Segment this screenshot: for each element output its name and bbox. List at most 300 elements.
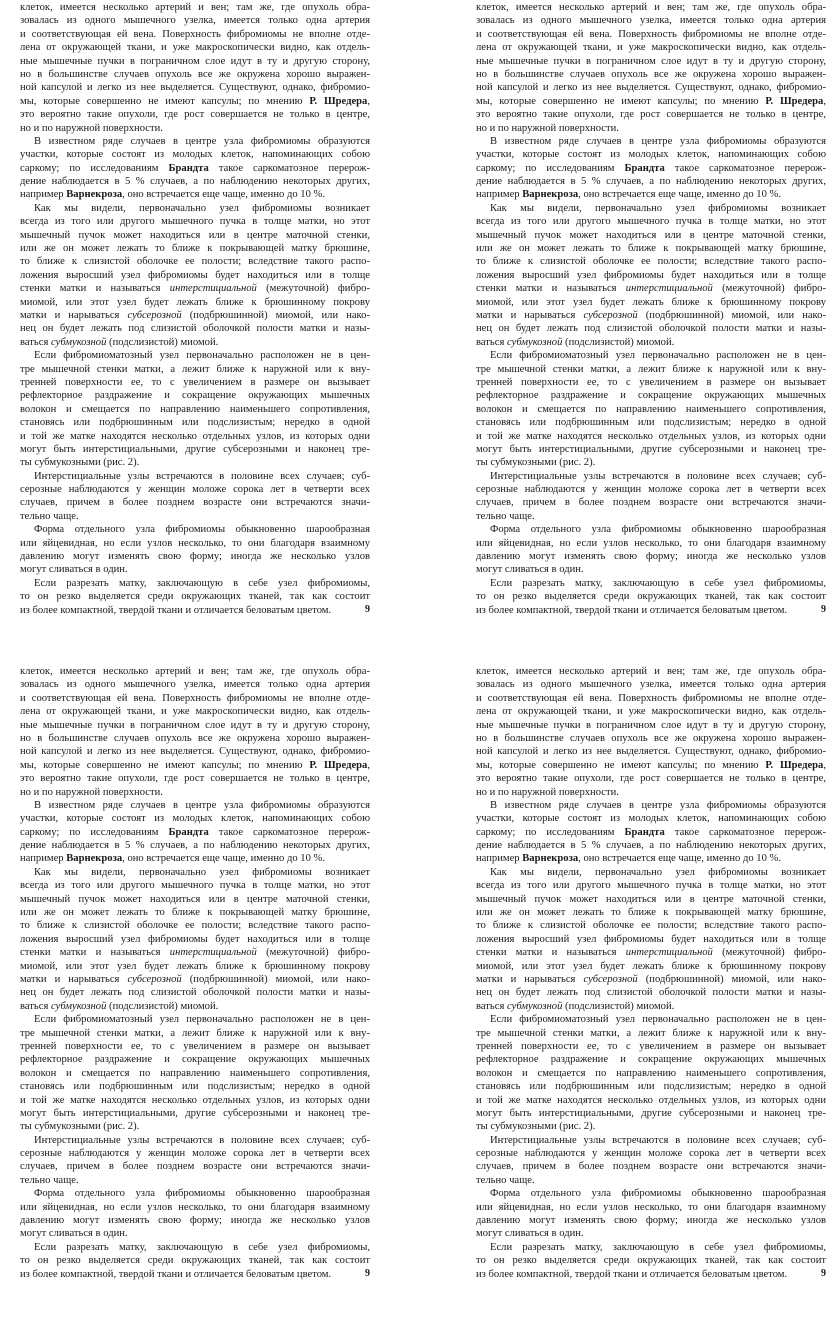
text-line — [476, 839, 826, 852]
text-line — [20, 309, 370, 322]
text-line — [20, 242, 370, 255]
text-run: миомой, или этот узел будет лежать ближе к брюшинному покрову — [20, 960, 370, 972]
text-run: , — [367, 95, 370, 107]
text-run: могут сливаться в один. — [476, 1228, 584, 1240]
text-run: серозные наблюдаются у женщин моложе сорока лет в четверти всех — [476, 1148, 826, 1160]
text-line — [20, 563, 370, 576]
text-line — [20, 188, 370, 201]
text-run: Если фибромиоматозный узел первоначально расположен не в цен- — [34, 1014, 370, 1026]
text-run: могут быть интерстициальными, другие субсерозными и наконец тре- — [476, 443, 826, 455]
text-line — [20, 705, 370, 718]
text-line — [20, 269, 370, 282]
text-line — [20, 537, 370, 550]
text-run: Интерстициальные узлы встречаются в половине всех случаев; суб- — [34, 1134, 370, 1146]
text-line — [476, 973, 826, 986]
text-run: Если разрезать матку, заключающую в себе узел фибромиомы, — [34, 577, 370, 589]
text-run: (подслизистой) миомой. — [106, 1000, 219, 1012]
text-run: тельно чаще. — [476, 1174, 535, 1186]
text-run: Интерстициальные узлы встречаются в половине всех случаев; суб- — [490, 470, 826, 482]
text-run: ваться — [20, 336, 51, 348]
text-run: мышечный пучок может находиться или в центре маточной стенки, — [476, 229, 826, 241]
text-line — [20, 1134, 370, 1147]
text-line — [476, 1227, 826, 1240]
text-line — [20, 296, 370, 309]
italic-term: субсерозной — [583, 973, 638, 985]
text-line — [476, 826, 826, 839]
text-line — [476, 470, 826, 483]
text-line — [476, 933, 826, 946]
text-line — [20, 1067, 370, 1080]
text-run: могут сливаться в один. — [20, 1228, 128, 1240]
text-run: стенки матки и называться — [476, 947, 626, 959]
text-line — [20, 852, 370, 865]
text-line — [20, 81, 370, 94]
text-line — [20, 772, 370, 785]
text-line — [20, 255, 370, 268]
text-run: участки, которые состоят из молодых клеток, напоминающих собою — [476, 813, 826, 825]
text-run: тельно чаще. — [20, 510, 79, 522]
body-text — [20, 1, 370, 617]
text-line — [20, 510, 370, 523]
text-line — [476, 510, 826, 523]
text-run: участки, которые состоят из молодых клеток, напоминающих собою — [20, 813, 370, 825]
text-line — [476, 322, 826, 335]
text-line — [20, 55, 370, 68]
text-run: ные мышечные пучки в пограничном слое идут в ту и другую сторону, — [476, 719, 826, 731]
text-run: миомой, или этот узел будет лежать ближе к брюшинному покрову — [476, 960, 826, 972]
text-run: ной капсулой и легко из нее выделяется. Существуют, однако, фибромио- — [20, 82, 370, 94]
text-run: (подслизистой) миомой. — [562, 1000, 675, 1012]
text-line — [20, 732, 370, 745]
text-run: мышечный пучок может находиться или в центре маточной стенки, — [20, 893, 370, 905]
text-line — [476, 705, 826, 718]
text-run: становясь или подбрюшинным или подслизистым; нередко в одной — [476, 417, 826, 429]
text-line — [476, 108, 826, 121]
text-run: давлению могут изменять свою форму; иногда же несколько узлов — [476, 1215, 826, 1227]
text-line — [476, 68, 826, 81]
text-line — [20, 893, 370, 906]
text-run: Если фибромиоматозный узел первоначально расположен не в цен- — [34, 350, 370, 362]
text-run: становясь или подбрюшинным или подслизистым; нередко в одной — [476, 1081, 826, 1093]
text-run: это вероятно такие опухоли, где рост совершается не только в центре, — [476, 773, 826, 785]
text-run: тренней поверхности ее, то с увеличением в размере он вызывает — [20, 1040, 370, 1052]
text-line — [476, 14, 826, 27]
text-run: и той же матке находятся несколько отдельных узлов, из которых одни — [20, 430, 370, 442]
text-run: серозные наблюдаются у женщин моложе сорока лет в четверти всех — [20, 484, 370, 496]
text-run: Как мы видели, первоначально узел фибромиомы возникает — [34, 866, 370, 878]
bold-name: Р. Шредера — [765, 95, 824, 107]
text-line — [476, 986, 826, 999]
text-line — [20, 470, 370, 483]
text-run: могут быть интерстициальными, другие субсерозными и наконец тре- — [476, 1107, 826, 1119]
text-line — [476, 416, 826, 429]
text-run: это вероятно такие опухоли, где рост совершается не только в центре, — [20, 109, 370, 121]
page-number: 9 — [821, 604, 826, 615]
text-run: нец он будет лежать под слизистой оболочкой полости матки и назы- — [476, 323, 826, 335]
text-line — [476, 1134, 826, 1147]
text-line — [476, 665, 826, 678]
text-line — [20, 799, 370, 812]
text-line — [20, 1241, 370, 1254]
text-run: ты субмукозными (рис. 2). — [20, 457, 140, 469]
text-run: зовалась из одного мышечного узелка, имеется только одна артерия — [20, 15, 370, 27]
text-line — [20, 376, 370, 389]
text-run: или яйцевидная, но если узлов несколько, то они благодаря взаимному — [476, 1201, 826, 1213]
text-run: , оно встречается еще чаще, именно до 10 %. — [578, 189, 782, 201]
text-run: матки и нарываться — [20, 309, 128, 321]
text-run: нец он будет лежать под слизистой оболочкой полости матки и назы- — [20, 987, 370, 999]
text-line — [20, 456, 370, 469]
text-run: из более компактной, твердой ткани и отличается беловатым цветом. — [476, 1268, 788, 1280]
text-run: или же он может лежать то ближе к покрывающей матку брюшине, — [20, 243, 370, 255]
text-line — [476, 188, 826, 201]
text-run: волокон и смещается по направлению наименьшего сопротивления, — [20, 1067, 370, 1079]
text-line — [20, 1040, 370, 1053]
text-line — [476, 1160, 826, 1173]
bold-name: Брандта — [624, 162, 665, 174]
text-run: но в большинстве случаев опухоль все же окружена хорошо выражен- — [20, 732, 370, 744]
text-line — [20, 14, 370, 27]
text-run: случаев, причем в более позднем возрасте они встречаются значи- — [476, 1161, 826, 1173]
text-run: саркому; по исследованиям — [20, 162, 169, 174]
bold-name: Брандта — [168, 162, 209, 174]
text-line — [476, 577, 826, 590]
text-line — [20, 678, 370, 691]
text-run: Форма отдельного узла фибромиомы обыкновенно шарообразная — [34, 524, 370, 536]
text-run: ты субмукозными (рис. 2). — [20, 1121, 140, 1133]
text-run: случаев, причем в более позднем возрасте они встречаются значи- — [476, 497, 826, 509]
bold-name: Варнекроза — [522, 853, 579, 865]
text-run: или яйцевидная, но если узлов несколько, то они благодаря взаимному — [20, 1201, 370, 1213]
text-line — [476, 604, 826, 617]
text-line — [476, 28, 826, 41]
text-line — [20, 919, 370, 932]
text-line — [20, 590, 370, 603]
italic-term: интерстициальной — [625, 283, 713, 295]
page-number: 9 — [821, 1268, 826, 1279]
text-run: ные мышечные пучки в пограничном слое идут в ту и другую сторону, — [476, 55, 826, 67]
text-run: В известном ряде случаев в центре узла фибромиомы образуются — [34, 799, 370, 811]
text-run: мышечный пучок может находиться или в центре маточной стенки, — [20, 229, 370, 241]
text-run: клеток, имеется несколько артерий и вен; там же, где опухоль обра- — [20, 666, 370, 677]
text-run: и соответствующая ей вена. Поверхность фибромиомы не вполне отде- — [476, 28, 826, 40]
bold-name: Варнекроза — [522, 189, 579, 201]
text-run: Форма отдельного узла фибромиомы обыкновенно шарообразная — [34, 1188, 370, 1200]
text-run: ной капсулой и легко из нее выделяется. Существуют, однако, фибромио- — [476, 746, 826, 758]
text-run: (подслизистой) миомой. — [562, 336, 675, 348]
italic-term: субмукозной — [506, 1000, 563, 1012]
text-line — [20, 202, 370, 215]
text-line — [476, 1027, 826, 1040]
text-run: стенки матки и называться — [476, 283, 626, 295]
text-line — [476, 960, 826, 973]
text-run: всегда из того или другого мышечного пучка в толще матки, но этот — [20, 880, 370, 892]
text-run: то ближе к слизистой оболочке ее полости; вследствие такого распо- — [20, 256, 370, 268]
text-line — [20, 692, 370, 705]
text-run: Интерстициальные узлы встречаются в половине всех случаев; суб- — [34, 470, 370, 482]
text-run: волокон и смещается по направлению наименьшего сопротивления, — [20, 403, 370, 415]
text-line — [20, 1027, 370, 1040]
text-run: например — [20, 853, 67, 865]
text-line — [476, 55, 826, 68]
text-line — [20, 1227, 370, 1240]
text-run: Если разрезать матку, заключающую в себе узел фибромиомы, — [490, 577, 826, 589]
page-top-left — [0, 0, 380, 640]
text-line — [476, 1000, 826, 1013]
text-run: стенки матки и называться — [20, 283, 170, 295]
text-run: (подслизистой) миомой. — [106, 336, 219, 348]
text-line — [20, 282, 370, 295]
text-run: лена от окружающей ткани, и уже макроскопически видно, как отдель- — [476, 42, 826, 54]
text-run: саркому; по исследованиям — [476, 826, 625, 838]
text-line — [20, 1080, 370, 1093]
text-line — [476, 483, 826, 496]
text-line — [476, 732, 826, 745]
text-run: то ближе к слизистой оболочке ее полости; вследствие такого распо- — [476, 920, 826, 932]
text-line — [20, 719, 370, 732]
text-line — [476, 1174, 826, 1187]
text-run: (подбрюшинной) миомой, или нако- — [637, 973, 826, 985]
bold-name: Брандта — [168, 826, 209, 838]
text-line — [476, 745, 826, 758]
text-run: и соответствующая ей вена. Поверхность фибромиомы не вполне отде- — [20, 692, 370, 704]
text-run: тренней поверхности ее, то с увеличением в размере он вызывает — [476, 376, 826, 388]
text-line — [20, 1214, 370, 1227]
text-run: , — [367, 759, 370, 771]
text-line — [20, 550, 370, 563]
text-run: зовалась из одного мышечного узелка, имеется только одна артерия — [476, 679, 826, 691]
text-line — [20, 389, 370, 402]
text-run: Как мы видели, первоначально узел фибромиомы возникает — [34, 202, 370, 214]
text-line — [476, 1268, 826, 1281]
text-run: участки, которые состоят из молодых клеток, напоминающих собою — [20, 149, 370, 161]
text-run: такое саркоматозное перерож- — [664, 162, 826, 174]
text-run: тренней поверхности ее, то с увеличением в размере он вызывает — [20, 376, 370, 388]
text-run: такое саркоматозное перерож- — [208, 162, 370, 174]
text-line — [20, 135, 370, 148]
text-run: Форма отдельного узла фибромиомы обыкновенно шарообразная — [490, 1188, 826, 1200]
text-line — [476, 175, 826, 188]
text-run: то он резко выделяется среди окружающих тканей, так как состоит — [20, 1255, 370, 1267]
text-line — [476, 1107, 826, 1120]
bold-name: Р. Шредера — [765, 759, 824, 771]
text-run: ложения выросший узел фибромиомы будет находиться или в толще — [476, 933, 826, 945]
text-line — [20, 349, 370, 362]
text-run: (межуточной) фибро- — [256, 947, 370, 959]
text-run: ложения выросший узел фибромиомы будет находиться или в толще — [476, 269, 826, 281]
text-run: случаев, причем в более позднем возрасте они встречаются значи- — [20, 497, 370, 509]
text-run: то ближе к слизистой оболочке ее полости; вследствие такого распо- — [476, 256, 826, 268]
text-line — [20, 973, 370, 986]
text-run: (подбрюшинной) миомой, или нако- — [181, 973, 370, 985]
text-run: могут быть интерстициальными, другие субсерозными и наконец тре- — [20, 1107, 370, 1119]
text-line — [476, 376, 826, 389]
text-run: например — [476, 853, 523, 865]
text-run: дение наблюдается в 5 % случаев, а по наблюдению некоторых других, — [20, 176, 370, 188]
text-line — [476, 430, 826, 443]
text-run: , оно встречается еще чаще, именно до 10 %. — [578, 853, 782, 865]
bold-name: Р. Шредера — [309, 759, 368, 771]
text-run: волокон и смещается по направлению наименьшего сопротивления, — [476, 1067, 826, 1079]
text-run: и той же матке находятся несколько отдельных узлов, из которых одни — [20, 1094, 370, 1106]
body-text — [476, 665, 826, 1281]
text-run: то он резко выделяется среди окружающих тканей, так как состоит — [20, 591, 370, 603]
text-run: тре мышечной стенки матки, а лежит ближе к наружной или к вну- — [20, 1027, 370, 1039]
text-run: могут сливаться в один. — [476, 564, 584, 576]
text-line — [20, 1053, 370, 1066]
page-bottom-right — [456, 664, 836, 1304]
text-run: то ближе к слизистой оболочке ее полости; вследствие такого распо- — [20, 920, 370, 932]
text-run: например — [20, 189, 67, 201]
text-line — [476, 135, 826, 148]
text-line — [476, 229, 826, 242]
text-line — [476, 678, 826, 691]
italic-term: субмукозной — [50, 1000, 107, 1012]
text-line — [476, 496, 826, 509]
text-line — [476, 946, 826, 959]
text-run: матки и нарываться — [476, 309, 584, 321]
text-run: то он резко выделяется среди окружающих тканей, так как состоит — [476, 1255, 826, 1267]
text-line — [20, 483, 370, 496]
text-line — [20, 745, 370, 758]
text-run: но и по наружной поверхности. — [20, 786, 163, 798]
text-line — [476, 215, 826, 228]
text-line — [476, 41, 826, 54]
text-run: из более компактной, твердой ткани и отличается беловатым цветом. — [476, 604, 788, 616]
text-line — [20, 430, 370, 443]
text-line — [20, 1147, 370, 1160]
text-run: дение наблюдается в 5 % случаев, а по наблюдению некоторых других, — [476, 176, 826, 188]
text-line — [20, 866, 370, 879]
text-line — [476, 893, 826, 906]
text-line — [476, 1147, 826, 1160]
text-run: клеток, имеется несколько артерий и вен; там же, где опухоль обра- — [20, 2, 370, 13]
text-line — [476, 296, 826, 309]
page-number: 9 — [365, 604, 370, 615]
text-run: например — [476, 189, 523, 201]
text-run: мы, которые совершенно не имеют капсулы; по мнению — [476, 759, 766, 771]
text-line — [476, 202, 826, 215]
text-run: давлению могут изменять свою форму; иногда же несколько узлов — [20, 551, 370, 563]
text-line — [476, 786, 826, 799]
page-top-right — [456, 0, 836, 640]
text-run: ные мышечные пучки в пограничном слое идут в ту и другую сторону, — [20, 719, 370, 731]
text-line — [476, 148, 826, 161]
text-line — [20, 162, 370, 175]
text-run: ты субмукозными (рис. 2). — [476, 1121, 596, 1133]
bold-name: Варнекроза — [66, 853, 123, 865]
text-line — [20, 786, 370, 799]
text-run: давлению могут изменять свою форму; иногда же несколько узлов — [20, 1215, 370, 1227]
text-run: миомой, или этот узел будет лежать ближе к брюшинному покрову — [476, 296, 826, 308]
text-line — [20, 403, 370, 416]
text-run: миомой, или этот узел будет лежать ближе к брюшинному покрову — [20, 296, 370, 308]
text-run: лена от окружающей ткани, и уже макроскопически видно, как отдель- — [20, 706, 370, 718]
text-run: клеток, имеется несколько артерий и вен; там же, где опухоль обра- — [476, 666, 826, 677]
text-line — [476, 866, 826, 879]
text-run: всегда из того или другого мышечного пучка в толще матки, но этот — [476, 216, 826, 228]
text-run: зовалась из одного мышечного узелка, имеется только одна артерия — [20, 679, 370, 691]
text-line — [20, 1254, 370, 1267]
text-line — [20, 826, 370, 839]
text-run: Интерстициальные узлы встречаются в половине всех случаев; суб- — [490, 1134, 826, 1146]
text-line — [20, 986, 370, 999]
text-line — [476, 349, 826, 362]
text-run: (межуточной) фибро- — [712, 283, 826, 295]
text-run: саркому; по исследованиям — [20, 826, 169, 838]
text-line — [476, 563, 826, 576]
text-line — [20, 443, 370, 456]
text-line — [20, 336, 370, 349]
text-line — [476, 919, 826, 932]
text-run: тельно чаще. — [476, 510, 535, 522]
text-run: ной капсулой и легко из нее выделяется. Существуют, однако, фибромио- — [476, 82, 826, 94]
text-line — [476, 812, 826, 825]
text-line — [476, 1080, 826, 1093]
text-run: но и по наружной поверхности. — [476, 122, 619, 134]
text-line — [20, 496, 370, 509]
text-run: , — [823, 95, 826, 107]
text-run: (подбрюшинной) миомой, или нако- — [637, 309, 826, 321]
text-line — [20, 363, 370, 376]
italic-term: интерстициальной — [625, 947, 713, 959]
text-run: тре мышечной стенки матки, а лежит ближе к наружной или к вну- — [20, 363, 370, 375]
text-line — [20, 28, 370, 41]
text-run: мы, которые совершенно не имеют капсулы; по мнению — [476, 95, 766, 107]
text-run: волокон и смещается по направлению наименьшего сопротивления, — [476, 403, 826, 415]
text-line — [20, 1160, 370, 1173]
text-run: всегда из того или другого мышечного пучка в толще матки, но этот — [20, 216, 370, 228]
text-line — [20, 95, 370, 108]
italic-term: субсерозной — [127, 973, 182, 985]
text-run: могут сливаться в один. — [20, 564, 128, 576]
text-run: нец он будет лежать под слизистой оболочкой полости матки и назы- — [20, 323, 370, 335]
text-run: В известном ряде случаев в центре узла фибромиомы образуются — [490, 799, 826, 811]
text-run: рефлекторное раздражение и сокращение окружающих мышечных — [476, 390, 826, 402]
text-line — [20, 1107, 370, 1120]
text-run: рефлекторное раздражение и сокращение окружающих мышечных — [476, 1054, 826, 1066]
text-line — [476, 443, 826, 456]
text-run: нец он будет лежать под слизистой оболочкой полости матки и назы- — [476, 987, 826, 999]
text-line — [476, 1094, 826, 1107]
text-run: могут быть интерстициальными, другие субсерозными и наконец тре- — [20, 443, 370, 455]
text-run: или яйцевидная, но если узлов несколько, то они благодаря взаимному — [476, 537, 826, 549]
text-line — [476, 363, 826, 376]
text-line — [20, 108, 370, 121]
text-line — [476, 799, 826, 812]
text-line — [20, 1174, 370, 1187]
text-run: лена от окружающей ткани, и уже макроскопически видно, как отдель- — [20, 42, 370, 54]
text-run: Если разрезать матку, заключающую в себе узел фибромиомы, — [34, 1241, 370, 1253]
text-run: это вероятно такие опухоли, где рост совершается не только в центре, — [20, 773, 370, 785]
text-run: ложения выросший узел фибромиомы будет находиться или в толще — [20, 933, 370, 945]
text-run: рефлекторное раздражение и сокращение окружающих мышечных — [20, 1054, 370, 1066]
text-line — [476, 282, 826, 295]
italic-term: интерстициальной — [169, 283, 257, 295]
text-line — [20, 41, 370, 54]
text-line — [476, 590, 826, 603]
text-line — [476, 81, 826, 94]
text-run: Как мы видели, первоначально узел фибромиомы возникает — [490, 866, 826, 878]
text-line — [476, 336, 826, 349]
text-run: лена от окружающей ткани, и уже макроскопически видно, как отдель- — [476, 706, 826, 718]
text-line — [476, 537, 826, 550]
text-line — [476, 1120, 826, 1133]
text-run: ваться — [20, 1000, 51, 1012]
text-run: матки и нарываться — [476, 973, 584, 985]
text-run: и соответствующая ей вена. Поверхность фибромиомы не вполне отде- — [20, 28, 370, 40]
text-line — [476, 906, 826, 919]
